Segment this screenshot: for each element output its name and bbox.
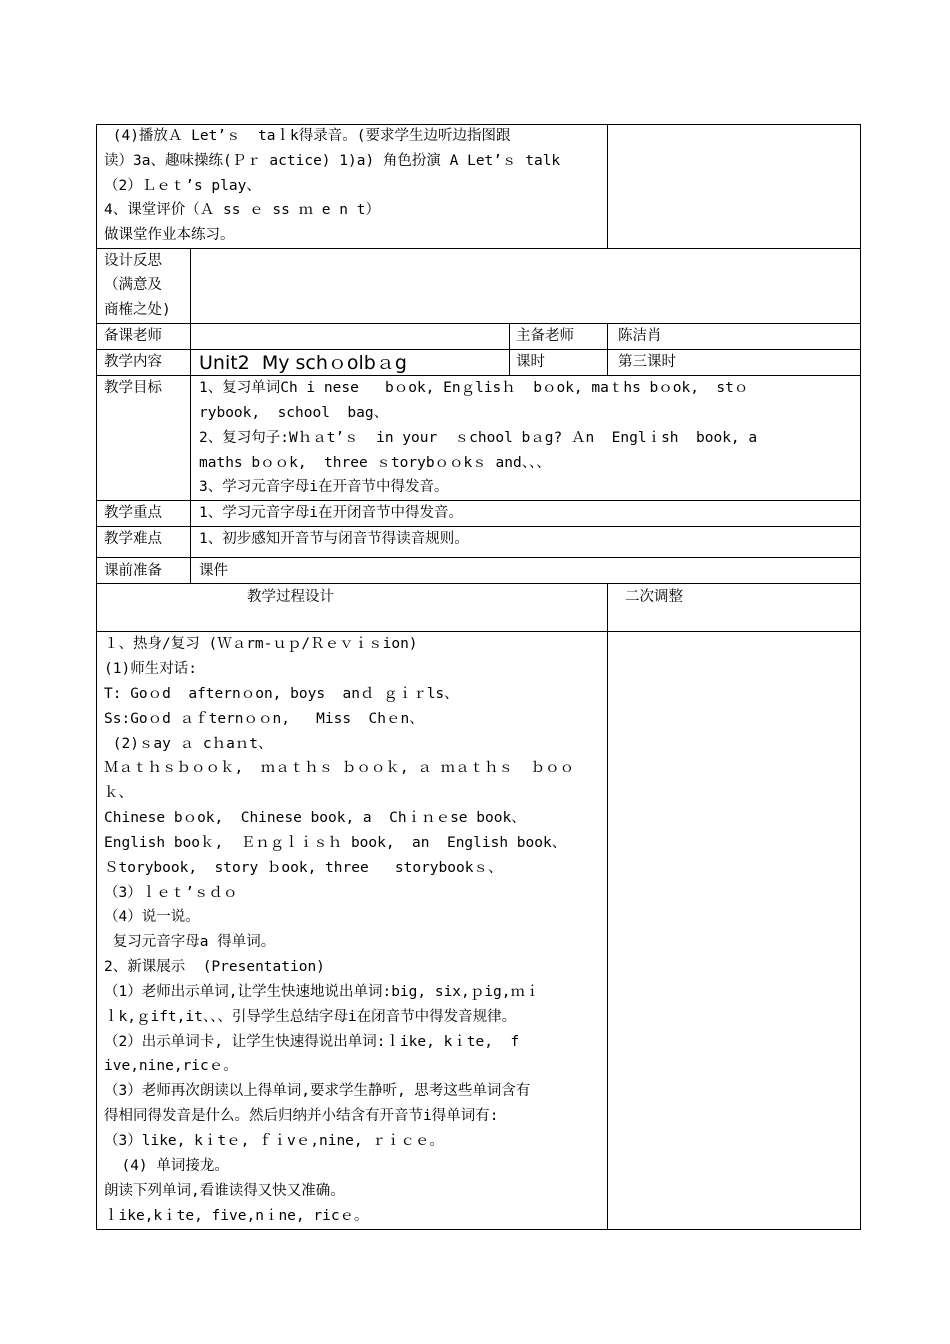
difficulty-label: 教学难点 [104, 531, 162, 547]
content-label: 教学内容 [104, 354, 162, 370]
process-line: (1)师生对话: [104, 661, 197, 677]
reflection-label: （满意及 [104, 277, 162, 293]
period-value: 第三课时 [618, 354, 676, 370]
process-line: Chinese bｏok, Chinese book, a Chｉｎｅse book、 [104, 810, 526, 826]
process-line: 2、新课展示 (Presentation) [104, 959, 325, 975]
process-line: (4) 单词接龙。 [104, 1158, 229, 1174]
teacher-label: 备课老师 [104, 328, 162, 344]
goals-label: 教学目标 [104, 380, 162, 396]
process-line: （3）like, kｉtｅ, ｆｉvｅ,nine, ｒｉｃｅ。 [104, 1133, 444, 1149]
process-line: ｌike,kｉte, five,nｉne, ricｅ。 [104, 1208, 369, 1224]
period-label: 课时 [516, 354, 545, 370]
process-header-right: 二次调整 [625, 589, 683, 605]
process-line: （3）ｌｅｔ’ｓｄｏ [104, 885, 238, 901]
key-point-label: 教学重点 [104, 505, 162, 521]
goals-line: maths bｏｏk, three ｓtorybｏｏkｓ and、、、 [199, 455, 551, 471]
process-line: （1）老师出示单词,让学生快速地说出单词:big, six,ｐig,ｍｉ [104, 984, 540, 1000]
process-line: 朗读下列单词,看谁读得又快又准确。 [104, 1183, 345, 1199]
difficulty-value: 1、初步感知开音节与闭音节得读音规则。 [199, 531, 469, 547]
block1-line: 4、课堂评价（Ａ ss ｅ ss ｍ e n t） [104, 202, 380, 218]
block1-line: （2）Ｌｅｔ’s play、 [104, 178, 261, 194]
process-line: （3）老师再次朗读以上得单词,要求学生静听, 思考这些单词含有 [104, 1083, 531, 1099]
reflection-label: 设计反思 [104, 253, 162, 269]
block1-line: (4)播放Ａ Let’ｓ taｌk得录音。(要求学生边听边指图跟 [104, 128, 511, 144]
preparation-label: 课前准备 [104, 563, 162, 579]
process-line: Ｍａｔｈｓｂｏｏｋ, ｍａｔｈｓ ｂｏｏｋ, ａ ｍａｔｈｓ ｂｏｏ [104, 760, 575, 776]
process-line: （4）说一说。 [104, 909, 200, 925]
table-process-header [96, 583, 861, 632]
block1-line: 做课堂作业本练习。 [104, 227, 235, 243]
goals-line: 1、复习单词Ch i nese bｏok, Enｇlisｈ bｏok, maｔhs bｏok, stｏ [199, 380, 749, 396]
goals-line: 2、复习句子:Wｈａt’ｓ in your ｓchool bａg? Ａn Englｉsh book, a [199, 430, 758, 446]
process-line: 得相同得发音是什么。然后归纳并小结含有开音节i得单词有: [104, 1108, 499, 1124]
lead-teacher-label: 主备老师 [516, 328, 574, 344]
process-line: ｌk,ｇift,it、、、引导学生总结字母i在闭音节中得发音规律。 [104, 1009, 517, 1025]
process-line: T: Goｏd afternｏon, boys anｄ ｇｉｒls、 [104, 686, 459, 702]
lead-teacher-value: 陈洁肖 [618, 328, 662, 344]
process-line: （2）出示单词卡, 让学生快速得说出单词:ｌike, kｉte, f [104, 1034, 520, 1050]
process-line: Ss:Goｏd ａｆternｏｏn, Miss Chｅn、 [104, 711, 424, 727]
process-line: (2)ｓay ａ cｈaｎt、 [104, 736, 273, 752]
process-line: ive,nine,ricｅ。 [104, 1058, 238, 1074]
process-header-left: 教学过程设计 [247, 589, 334, 605]
process-line: １、热身/复习 (Ｗａrm-ｕｐ/Ｒｅｖｉｓion) [104, 636, 418, 652]
goals-line: rybook, school bag、 [199, 405, 389, 421]
content-value: Unit2 My schｏolbａg [199, 352, 407, 374]
process-line: Ｓtorybook, story ｂook, three storybookｓ、 [104, 860, 503, 876]
block1-line: 读）3a、趣味操练(Ｐｒ actice) 1)a) 角色扮演 A Let’ｓ talk [104, 153, 561, 169]
process-line: English booｋ, Ｅｎｇｌｉｓｈ book, an English book、 [104, 835, 567, 851]
reflection-label: 商榷之处) [104, 302, 171, 318]
key-point-value: 1、学习元音字母i在开闭音节中得发音。 [199, 505, 463, 521]
preparation-value: 课件 [199, 563, 228, 579]
process-line: 复习元音字母a 得单词。 [104, 934, 276, 950]
goals-line: 3、学习元音字母i在开音节中得发音。 [199, 479, 449, 495]
process-line: ｋ、 [104, 785, 133, 801]
